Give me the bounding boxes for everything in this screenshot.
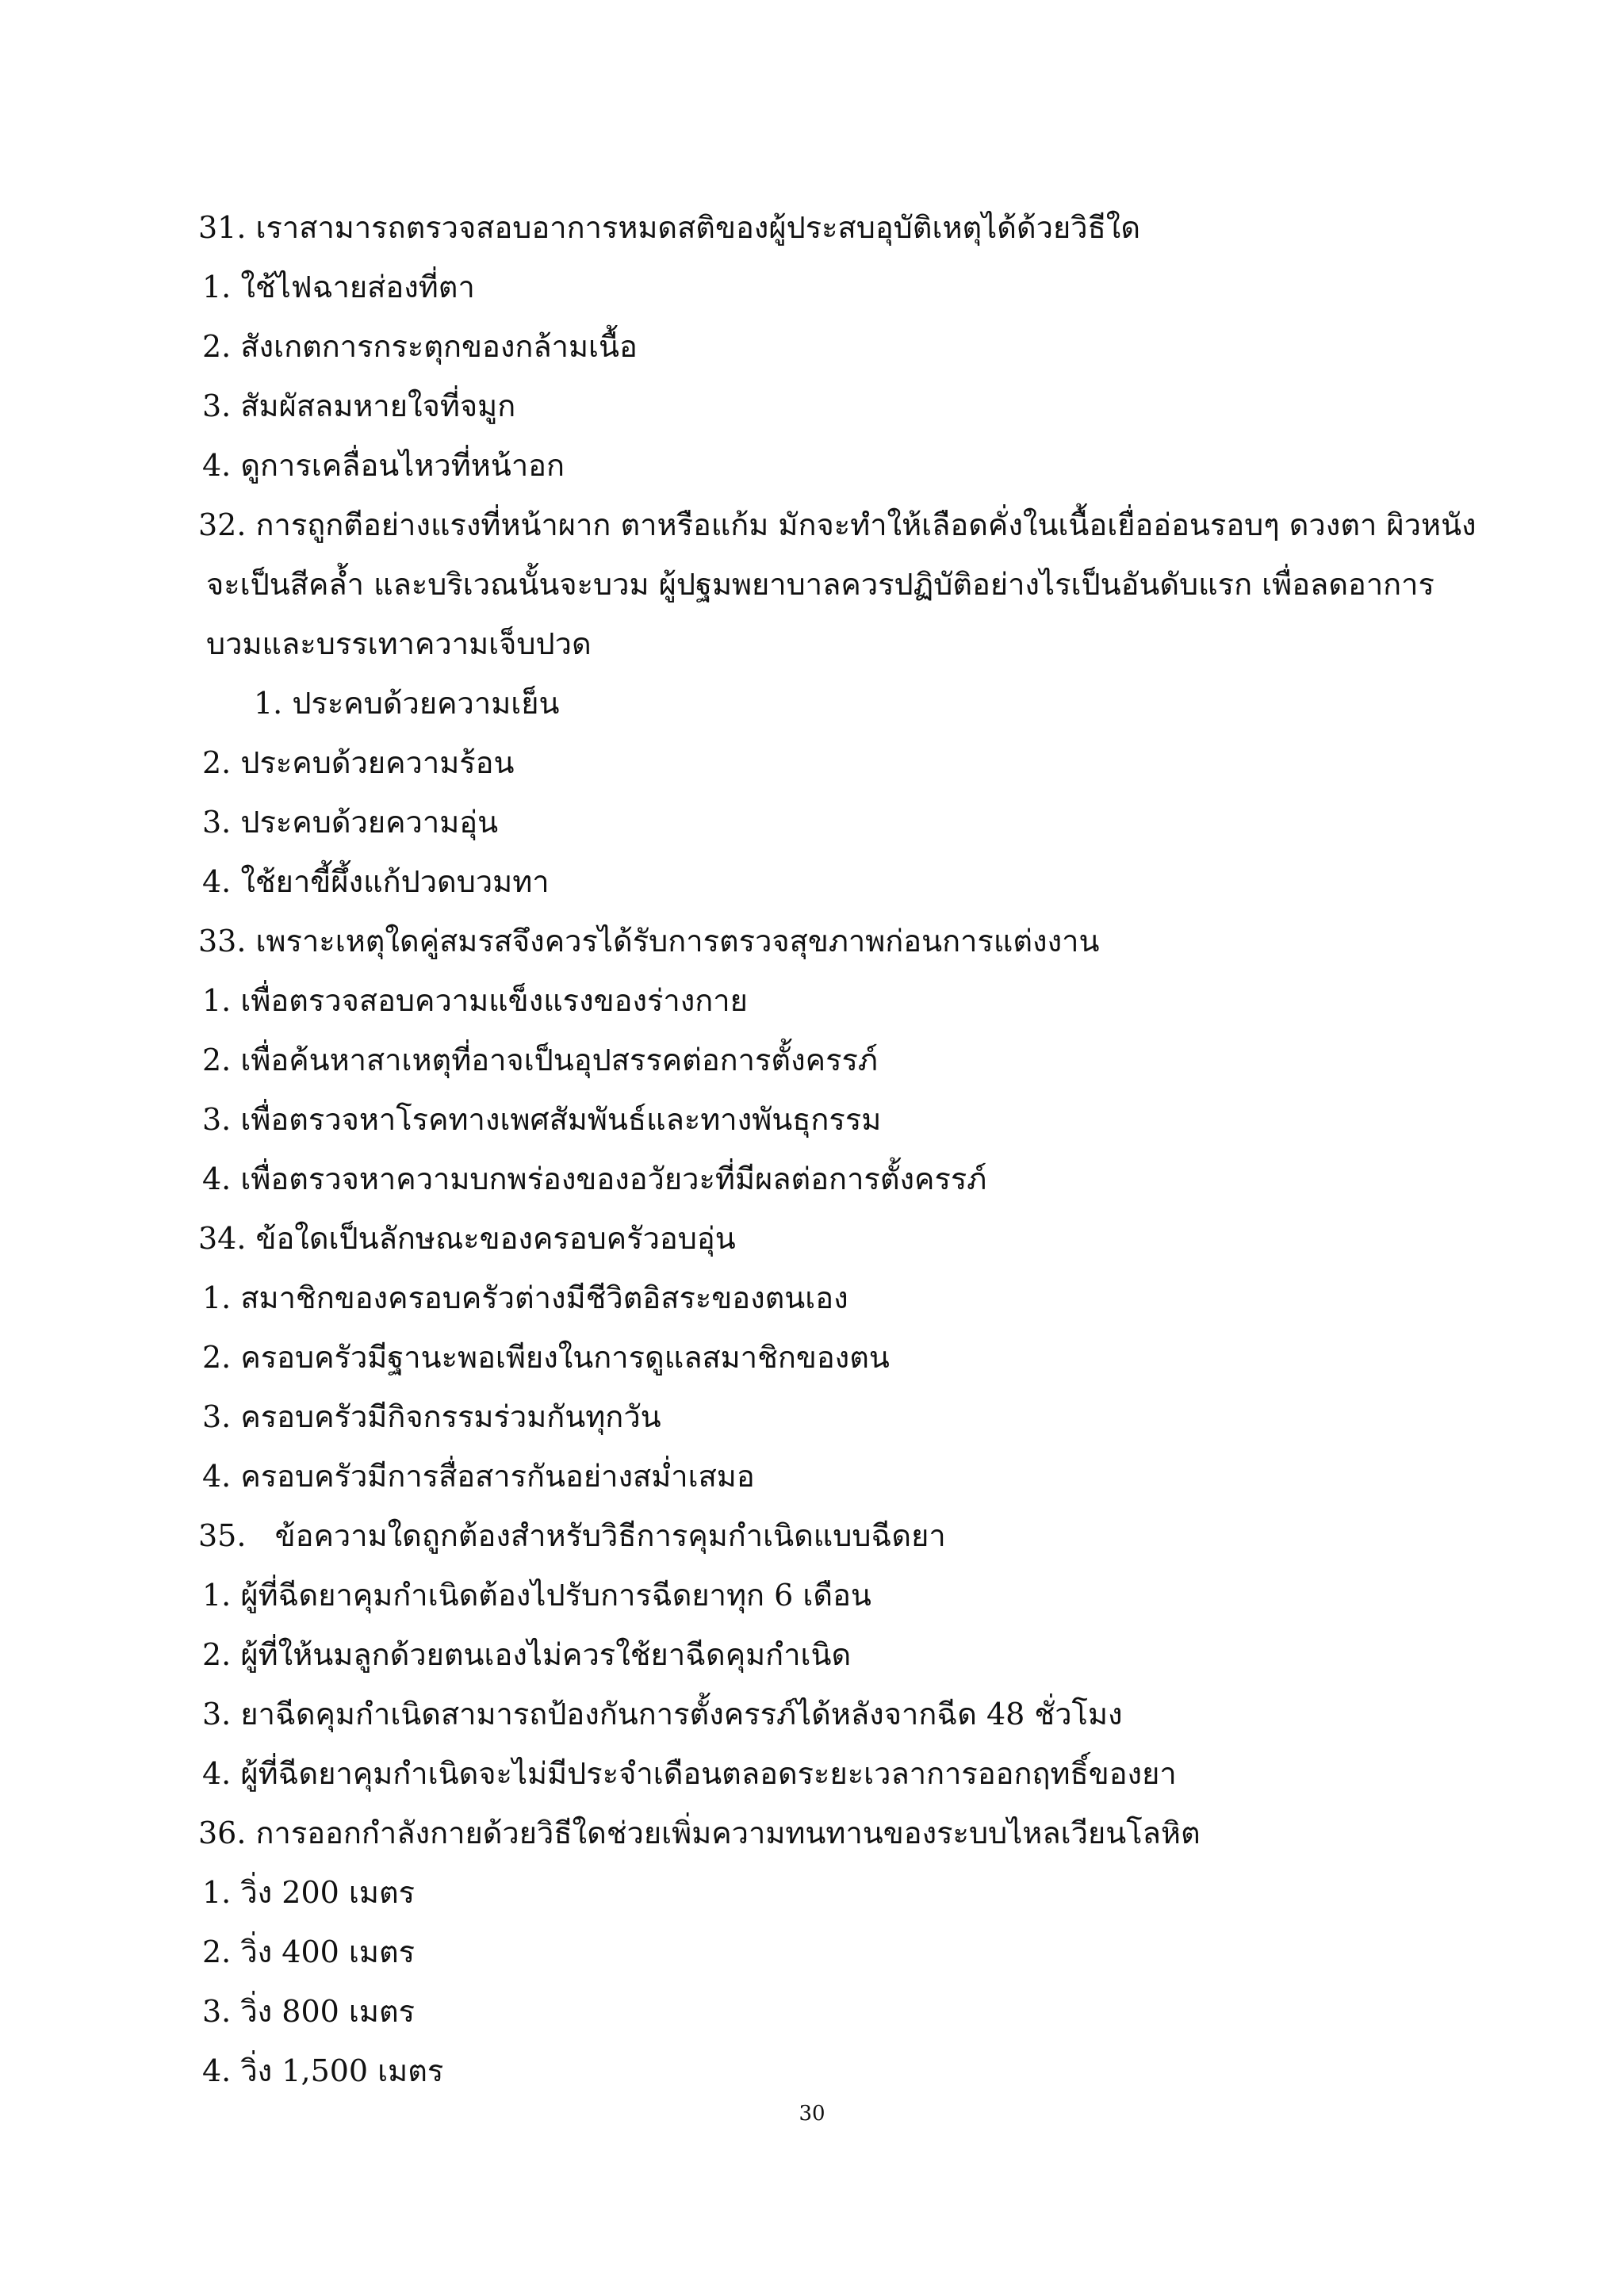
question-31-choice-2: 2. สังเกตการกระตุกของกล้ามเนื้อ (202, 329, 638, 364)
question-33-choice-2: 2. เพื่อค้นหาสาเหตุที่อาจเป็นอุปสรรคต่อการตั้งครรภ์ (202, 1043, 878, 1077)
question-36-choice-2: 2. วิ่ง 400 เมตร (202, 1934, 416, 1969)
question-36-choice-1: 1. วิ่ง 200 เมตร (202, 1875, 416, 1910)
question-33-choice-3: 3. เพื่อตรวจหาโรคทางเพศสัมพันธ์และทางพันธุกรรม (202, 1102, 882, 1137)
question-32-choice-2: 2. ประคบด้วยความร้อน (202, 745, 515, 780)
page-number: 30 (799, 2102, 825, 2126)
question-35-choice-4: 4. ผู้ที่ฉีดยาคุมกำเนิดจะไม่มีประจำเดือนตลอดระยะเวลาการออกฤทธิ์ของยา (202, 1756, 1177, 1791)
question-35-choice-2: 2. ผู้ที่ให้นมลูกด้วยตนเองไม่ควรใช้ยาฉีดคุมกำเนิด (202, 1637, 852, 1672)
question-33: 33. เพราะเหตุใดคู่สมรสจึงควรได้รับการตรวจสุขภาพก่อนการแต่งงาน (198, 924, 1100, 959)
question-31-choice-3: 3. สัมผัสลมหายใจที่จมูก (202, 388, 516, 423)
question-36: 36. การออกกำลังกายด้วยวิธีใดช่วยเพิ่มความทนทานของระบบไหลเวียนโลหิต (198, 1816, 1201, 1850)
question-32-choice-3: 3. ประคบด้วยความอุ่น (202, 805, 499, 840)
question-35-choice-1: 1. ผู้ที่ฉีดยาคุมกำเนิดต้องไปรับการฉีดยาทุก 6 เดือน (202, 1578, 871, 1613)
question-34-choice-3: 3. ครอบครัวมีกิจกรรมร่วมกันทุกวัน (202, 1399, 661, 1434)
question-32-continuation: บวมและบรรเทาความเจ็บปวด (206, 626, 592, 661)
question-34-choice-2: 2. ครอบครัวมีฐานะพอเพียงในการดูแลสมาชิกของตน (202, 1340, 890, 1375)
question-32: 32. การถูกตีอย่างแรงที่หน้าผาก ตาหรือแก้ม มักจะทำให้เลือดคั่งในเนื้อเยื่ออ่อนรอบๆ ดวงตา ผิวหนัง (198, 507, 1477, 542)
question-35: 35. ข้อความใดถูกต้องสำหรับวิธีการคุมกำเนิดแบบฉีดยา (198, 1518, 946, 1553)
question-32-choice-4: 4. ใช้ยาขี้ผึ้งแก้ปวดบวมทา (202, 864, 550, 899)
question-34: 34. ข้อใดเป็นลักษณะของครอบครัวอบอุ่น (198, 1221, 736, 1256)
question-33-choice-1: 1. เพื่อตรวจสอบความแข็งแรงของร่างกาย (202, 983, 748, 1018)
question-31-choice-4: 4. ดูการเคลื่อนไหวที่หน้าอก (202, 448, 565, 483)
question-34-choice-4: 4. ครอบครัวมีการสื่อสารกันอย่างสม่ำเสมอ (202, 1459, 755, 1494)
question-34-choice-1: 1. สมาชิกของครอบครัวต่างมีชีวิตอิสระของตนเอง (202, 1280, 848, 1315)
question-35-choice-3: 3. ยาฉีดคุมกำเนิดสามารถป้องกันการตั้งครรภ์ได้หลังจากฉีด 48 ชั่วโมง (202, 1697, 1123, 1732)
question-33-choice-4: 4. เพื่อตรวจหาความบกพร่องของอวัยวะที่มีผลต่อการตั้งครรภ์ (202, 1161, 987, 1196)
question-32-choice-1: 1. ประคบด้วยความเย็น (254, 686, 560, 721)
question-31-choice-1: 1. ใช้ไฟฉายส่องที่ตา (202, 270, 475, 304)
question-36-choice-3: 3. วิ่ง 800 เมตร (202, 1994, 416, 2029)
question-32-continuation: จะเป็นสีคล้ำ และบริเวณนั้นจะบวม ผู้ปฐมพยาบาลควรปฏิบัติอย่างไรเป็นอันดับแรก เพื่อลดอาการ (206, 567, 1434, 602)
question-36-choice-4: 4. วิ่ง 1,500 เมตร (202, 2053, 444, 2088)
question-31: 31. เราสามารถตรวจสอบอาการหมดสติของผู้ประสบอุบัติเหตุได้ด้วยวิธีใด (198, 210, 1141, 245)
